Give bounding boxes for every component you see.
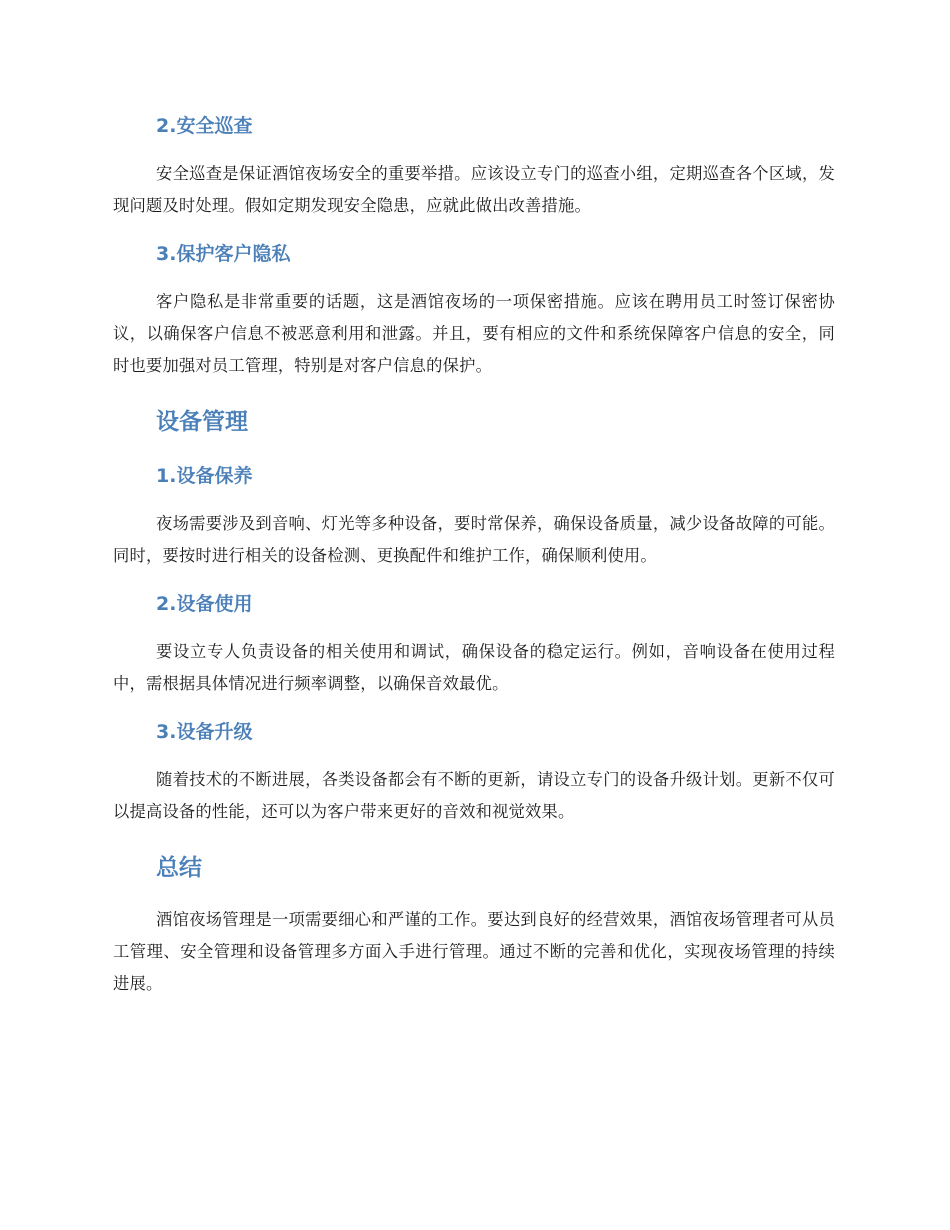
paragraph-equipment-maintenance: 夜场需要涉及到音响、灯光等多种设备，要时常保养，确保设备质量，减少设备故障的可能。同时，要按时进行相关的设备检测、更换配件和维护工作，确保顺利使用。 <box>113 514 835 565</box>
document-content <box>113 108 835 1000</box>
paragraph-customer-privacy: 客户隐私是非常重要的话题，这是酒馆夜场的一项保密措施。应该在聘用员工时签订保密协议，以确保客户信息不被恶意利用和泄露。并且，要有相应的文件和系统保障客户信息的安全，同时也要加强对员工管理，特别是对客户信息的保护。 <box>113 292 835 375</box>
heading-security-patrol: 2.安全巡查 <box>156 115 253 137</box>
heading-customer-privacy: 3.保护客户隐私 <box>156 243 291 265</box>
heading-summary: 总结 <box>156 855 202 881</box>
paragraph-equipment-usage: 要设立专人负责设备的相关使用和调试，确保设备的稳定运行。例如，音响设备在使用过程中，需根据具体情况进行频率调整，以确保音效最优。 <box>113 642 835 693</box>
heading-equipment-usage: 2.设备使用 <box>156 593 253 615</box>
paragraph-summary: 酒馆夜场管理是一项需要细心和严谨的工作。要达到良好的经营效果，酒馆夜场管理者可从员工管理、安全管理和设备管理多方面入手进行管理。通过不断的完善和优化，实现夜场管理的持续进展。 <box>113 910 835 993</box>
paragraph-equipment-upgrade: 随着技术的不断进展，各类设备都会有不断的更新，请设立专门的设备升级计划。更新不仅可以提高设备的性能，还可以为客户带来更好的音效和视觉效果。 <box>113 770 835 821</box>
heading-equipment-maintenance: 1.设备保养 <box>156 465 253 487</box>
heading-equipment-upgrade: 3.设备升级 <box>156 721 253 743</box>
heading-equipment-management: 设备管理 <box>156 409 248 435</box>
paragraph-security-patrol: 安全巡查是保证酒馆夜场安全的重要举措。应该设立专门的巡查小组，定期巡查各个区域，发现问题及时处理。假如定期发现安全隐患，应就此做出改善措施。 <box>113 164 835 215</box>
